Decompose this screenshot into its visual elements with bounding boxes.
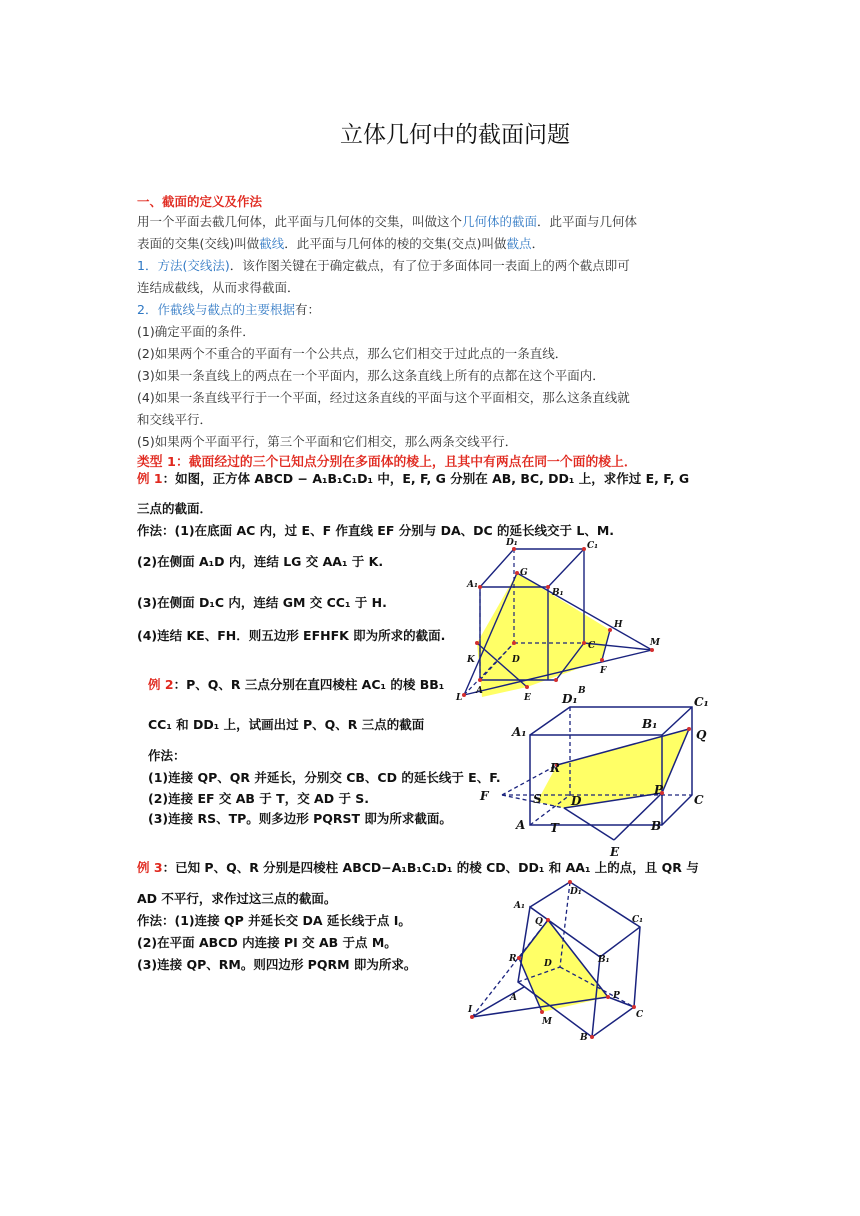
label-d1: D₁ (570, 887, 582, 897)
label-g: G (520, 568, 528, 578)
label-q: Q (696, 728, 707, 742)
rule-item: (2)如果两个不重合的平面有一个公共点，那么它们相交于过此点的一条直线． (137, 346, 568, 361)
point-b (590, 1035, 594, 1039)
label-d: D (544, 959, 552, 969)
label-e: E (610, 845, 620, 859)
example-text: ：已知 P、Q、R 分别是四棱柱 ABCD−A₁B₁C₁D₁ 的棱 CD、DD₁ 和 AA₁ 上的点，且 QR 与 (162, 860, 699, 875)
point-b1 (546, 585, 550, 589)
label-b: B (651, 819, 662, 833)
rule-item: (4)如果一条直线平行于一个平面，经过这条直线的平面与这个平面相交，那么这条直线就 (137, 390, 630, 405)
example-label: 例 2 (148, 677, 174, 692)
example-label: 例 1 (137, 471, 163, 486)
label-b1: B₁ (642, 717, 658, 731)
label-a: A (510, 993, 517, 1003)
basis-line (137, 299, 320, 321)
label-h: H (614, 620, 623, 630)
definition-text: 表面的交集(交线)叫做 (137, 236, 260, 251)
label-d1: D₁ (506, 538, 518, 548)
basis-text: 有： (294, 302, 320, 317)
label-b: B (580, 1033, 588, 1043)
point-m (540, 1010, 544, 1014)
figure-cube-section (452, 535, 667, 705)
example-3-step: (3)连接 QP、RM。则四边形 PQRM 即为所求。 (137, 957, 417, 972)
label-c: C (636, 1010, 644, 1020)
section-heading: 一、截面的定义及作法 (137, 194, 263, 209)
label-l: L (456, 693, 463, 703)
example-2-method: 作法： (148, 748, 186, 763)
label-d: D (512, 655, 520, 665)
label-a: A (476, 686, 483, 696)
point-h (608, 628, 612, 632)
point-d1 (568, 880, 572, 884)
definition-text: ． (531, 236, 545, 251)
rule-item: (5)如果两个平面平行，第三个平面和它们相交，那么两条交线平行． (137, 434, 518, 449)
label-c1: C₁ (694, 695, 709, 709)
point-g (515, 571, 519, 575)
method-line-1 (137, 255, 630, 277)
example-2-step: (1)连接 QP、QR 并延长，分别交 CB、CD 的延长线于 E、F. (148, 770, 501, 785)
term-section-line: 截线 (259, 236, 285, 251)
label-d: D (571, 794, 582, 808)
label-r: R (550, 761, 560, 775)
point-p (606, 995, 610, 999)
label-c: C (588, 641, 596, 651)
definition-text: ．此平面与几何体的棱的交集(交点)叫做 (284, 236, 507, 251)
method-line-2: 连结成截线，从而求得截面． (137, 280, 300, 295)
example-2-step: (2)连接 EF 交 AB 于 T，交 AD 于 S. (148, 791, 370, 806)
label-c1: C₁ (632, 915, 644, 925)
label-m: M (650, 638, 660, 648)
example-1-step: 作法：(1)在底面 AC 内，过 E、F 作直线 EF 分别与 DA、DC 的延长线交于 L、M. (137, 523, 615, 538)
example-3-line-2: AD 不平行，求作过这三点的截面。 (137, 891, 337, 906)
label-b1: B₁ (552, 588, 564, 598)
label-p: P (613, 991, 620, 1001)
figure-oblique-prism-section (462, 872, 662, 1044)
rule-item: (1)确定平面的条件． (137, 324, 255, 339)
label-a: A (516, 818, 526, 832)
example-1-step: (4)连结 KE、FH．则五边形 EFHFK 即为所求的截面. (137, 628, 446, 643)
point-l (462, 693, 466, 697)
label-m: M (542, 1017, 552, 1027)
point-q (546, 918, 550, 922)
label-k: K (467, 655, 475, 665)
point-k (475, 641, 479, 645)
label-a1: A₁ (514, 901, 525, 911)
point-a (478, 678, 482, 682)
example-label: 例 3 (137, 860, 163, 875)
label-f: F (480, 789, 489, 803)
point-b (554, 678, 558, 682)
label-s: S (533, 792, 542, 806)
method-title: 1．方法(交线法) (137, 258, 230, 273)
definition-text: ．此平面与几何体 (537, 214, 638, 229)
label-r: R (509, 954, 517, 964)
example-text: ：P、Q、R 三点分别在直四棱柱 AC₁ 的棱 BB₁ (173, 677, 445, 692)
rule-item: (3)如果一条直线上的两点在一个平面内，那么这条直线上所有的点都在这个平面内． (137, 368, 605, 383)
point-e (525, 685, 529, 689)
term-section: 几何体的截面 (462, 214, 538, 229)
prism-edge (600, 927, 640, 957)
point-q (687, 727, 691, 731)
label-a1: A₁ (512, 725, 527, 739)
page-title: 立体几何中的截面问题 (340, 122, 570, 148)
label-b1: B₁ (598, 955, 610, 965)
label-b: B (578, 686, 586, 696)
point-c (582, 641, 586, 645)
example-3-step: 作法：(1)连接 QP 并延长交 DA 延长线于点 I。 (137, 913, 411, 928)
point-f (600, 658, 604, 662)
example-3-step: (2)在平面 ABCD 内连接 PI 交 AB 于点 M。 (137, 935, 397, 950)
point-d (512, 641, 516, 645)
cube-edge (548, 549, 584, 587)
point-i (470, 1015, 474, 1019)
definition-line-2 (137, 233, 544, 255)
method-text: ．该作图关键在于确定截点，有了位于多面体同一表面上的两个截点即可 (229, 258, 630, 273)
label-c: C (694, 793, 704, 807)
point-c (632, 1005, 636, 1009)
type-heading: 类型 1：截面经过的三个已知点分别在多面体的棱上，且其中有两点在同一个面的棱上． (137, 455, 637, 470)
example-2-line-1 (148, 674, 444, 696)
example-2-line-2: CC₁ 和 DD₁ 上，试画出过 P、Q、R 三点的截面 (148, 717, 425, 732)
example-1-line-2: 三点的截面． (137, 501, 213, 516)
label-t: T (550, 821, 559, 835)
label-q: Q (535, 917, 543, 927)
basis-title: 2．作截线与截点的主要根据 (137, 302, 295, 317)
example-1-step: (2)在侧面 A₁D 内，连结 LG 交 AA₁ 于 K. (137, 554, 384, 569)
term-section-point: 截点 (506, 236, 532, 251)
label-a1: A₁ (467, 580, 478, 590)
label-f: F (600, 666, 607, 676)
example-text: ：如图，正方体 ABCD − A₁B₁C₁D₁ 中，E, F, G 分别在 AB, BC, DD₁ 上，求作过 E, F, G (162, 471, 690, 486)
point-m (650, 648, 654, 652)
definition-text: 用一个平面去截几何体，此平面与几何体的交集，叫做这个 (137, 214, 463, 229)
label-e: E (524, 693, 531, 703)
line-te (564, 808, 614, 840)
label-c1: C₁ (587, 541, 599, 551)
rule-item: 和交线平行． (137, 412, 213, 427)
example-1-line-1 (137, 468, 689, 490)
label-d1: D₁ (562, 692, 578, 706)
section-polygon (477, 573, 610, 697)
example-1-step: (3)在侧面 D₁C 内，连结 GM 交 CC₁ 于 H. (137, 595, 387, 610)
definition-line-1 (137, 211, 637, 233)
label-i: I (468, 1005, 473, 1015)
label-p: P (654, 783, 664, 797)
point-a1 (478, 585, 482, 589)
figure-prism-section (474, 690, 714, 860)
example-2-step: (3)连接 RS、TP。则多边形 PQRST 即为所求截面。 (148, 811, 452, 826)
point-r (517, 956, 521, 960)
point-c1 (582, 547, 586, 551)
